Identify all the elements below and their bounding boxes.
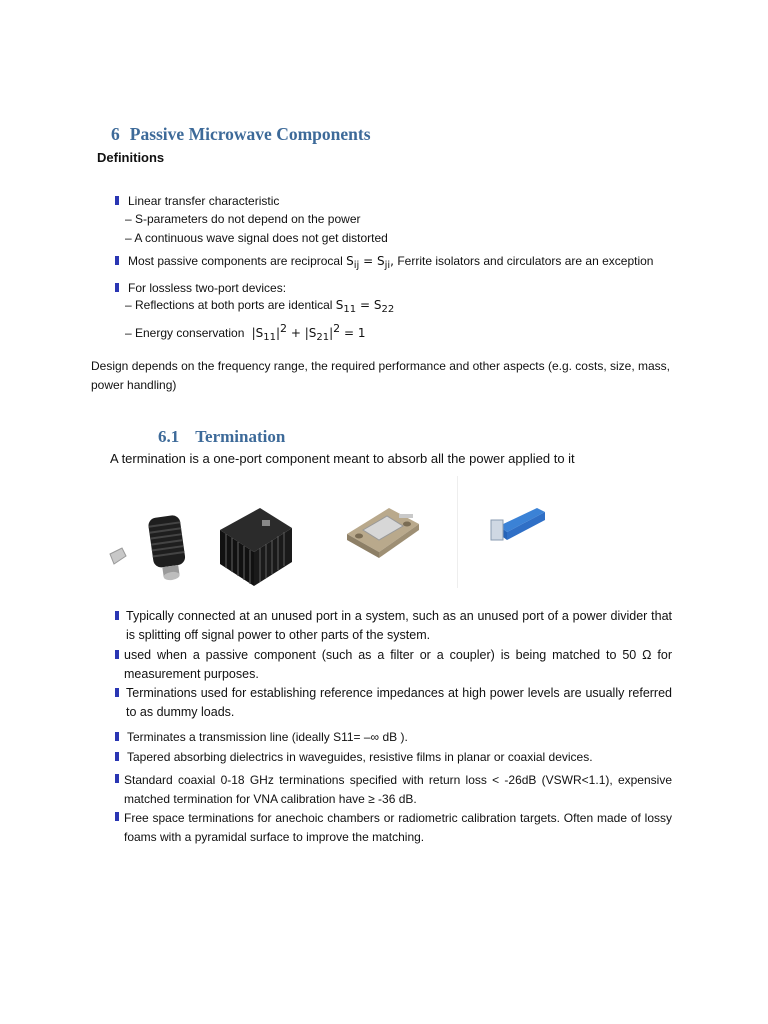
subsection-heading <box>158 427 285 447</box>
subsection-number: 6.1 <box>158 427 180 446</box>
section-heading <box>111 124 371 145</box>
bullet-marker <box>115 732 119 741</box>
heatsink-icon <box>210 500 300 590</box>
bullet-marker <box>115 196 119 205</box>
bullet-matched-50-ohm: used when a passive component (such as a filter or a coupler) is being matched to 50 Ω for measurement purposes. <box>124 648 672 681</box>
def-linear-title: Linear transfer characteristic <box>128 194 280 208</box>
definitions-label: Definitions <box>97 150 165 165</box>
flange-resistor-icon <box>343 500 423 570</box>
bullet-terminates-line: Terminates a transmission line (ideally S11= –∞ dB ). <box>127 730 408 744</box>
design-note: Design depends on the frequency range, the required performance and other aspects (e.g. costs, size, mass, power handling) <box>91 359 670 392</box>
subsection-title: Termination <box>195 427 286 446</box>
def-linear-sub1: – S-parameters do not depend on the power <box>125 212 361 226</box>
bullet-tapered-absorbers: Tapered absorbing dielectrics in waveguides, resistive films in planar or coaxial devices. <box>127 750 593 764</box>
def-linear-sub2: – A continuous wave signal does not get distorted <box>125 231 388 245</box>
def-reciprocal-text: Most passive components are reciprocal <box>128 254 343 268</box>
black-cylinder-icon <box>140 510 200 590</box>
section-title: Passive Microwave Components <box>129 124 371 144</box>
termination-intro: A termination is a one-port component meant to absorb all the power applied to it <box>110 451 575 466</box>
bullet-marker <box>115 650 119 659</box>
bullet-marker <box>115 256 119 265</box>
reciprocity-formula: $S_{ij} = S_{ji}$, <box>346 254 394 271</box>
bullet-marker <box>115 283 119 292</box>
image-divider <box>457 476 458 588</box>
bullet-coaxial-terminations: Standard coaxial 0-18 GHz terminations specified with return loss < -26dB (VSWR<1.1), expensive matched termination for VNA calibration have ≥ -36 dB. <box>124 773 672 806</box>
bullet-marker <box>115 611 119 620</box>
bullet-free-space: Free space terminations for anechoic chambers or radiometric calibration targets. Often made of lossy foams with a pyramidal surface to improve the matching. <box>124 811 672 844</box>
def-lossless-title: For lossless two-port devices: <box>128 281 287 295</box>
bullet-unused-port: Typically connected at an unused port in a system, such as an unused port of a power divider that is splitting off signal power to other parts of the system. <box>126 609 672 642</box>
bullet-marker <box>115 812 119 821</box>
blue-waveguide-icon <box>485 502 555 552</box>
reflection-formula: $S_{11} = S_{22}$ <box>335 298 395 315</box>
bullet-marker <box>115 774 119 783</box>
bullet-marker <box>115 752 119 761</box>
def-lossless-sub1: – Reflections at both ports are identical $S_{11} = S_{22}$ <box>125 298 395 315</box>
bullet-dummy-loads: Terminations used for establishing reference impedances at high power levels are usually referred to as dummy loads. <box>126 686 672 719</box>
section-number: 6 <box>111 124 120 144</box>
bullet-marker <box>115 688 119 697</box>
coaxial-connector-icon <box>108 540 128 570</box>
energy-formula: $|S_{11}|^2 + |S_{21}|^2 = 1$ <box>247 322 366 343</box>
def-lossless-sub2: – Energy conservation $|S_{11}|^2 + |S_{21}|^2 = 1$ <box>125 322 366 343</box>
def-reciprocal-exception: Ferrite isolators and circulators are an exception <box>397 254 654 268</box>
def-reciprocal <box>128 254 653 273</box>
